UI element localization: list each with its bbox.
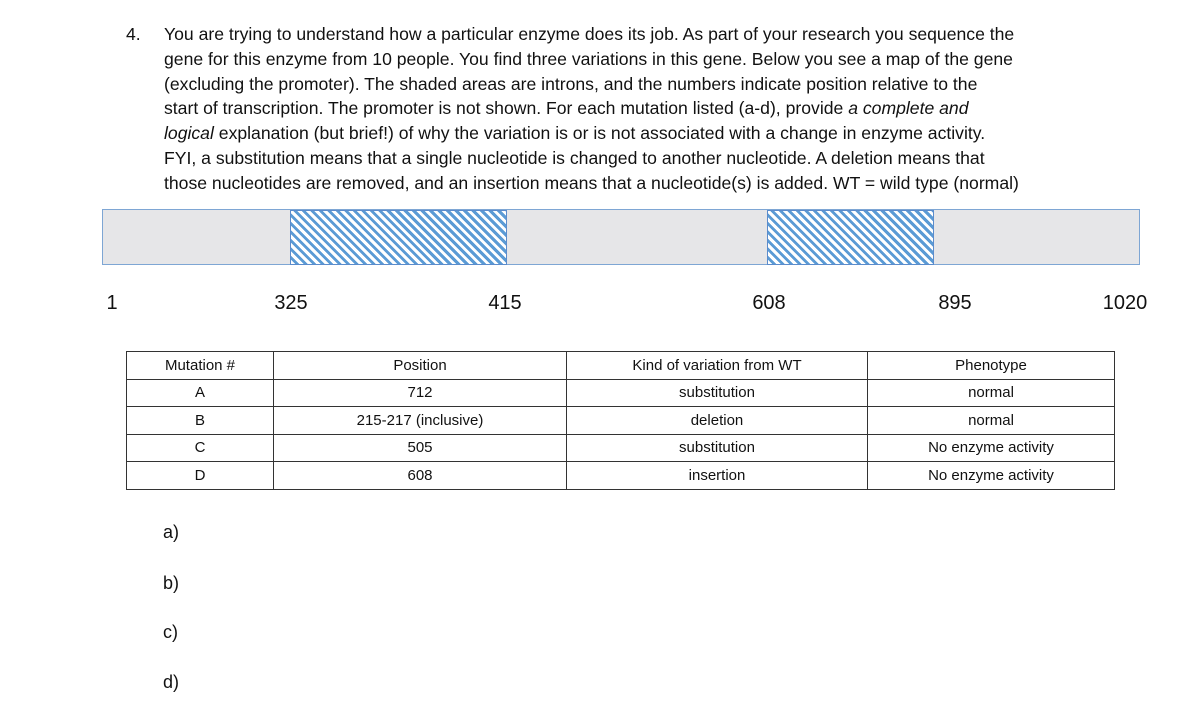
- answer-label-a: a): [163, 522, 180, 542]
- cell-mutation: A: [127, 379, 274, 407]
- position-label-415: 415: [488, 292, 522, 314]
- position-label-895: 895: [938, 292, 972, 314]
- cell-position: 712: [274, 379, 567, 407]
- question-line: gene for this enzyme from 10 people. You find three variations in this gene. Below you see a map of the gene: [164, 48, 1013, 69]
- cell-mutation: C: [127, 434, 274, 462]
- italic-phrase: logical: [164, 123, 214, 144]
- question-line: start of transcription. The promoter is not shown. For each mutation listed (a-d), provide a complete and: [164, 98, 969, 119]
- question-line: FYI, a substitution means that a single nucleotide is changed to another nucleotide. A deletion means that: [164, 147, 985, 168]
- intron-2: [767, 210, 934, 265]
- header-phenotype: Phenotype: [868, 352, 1115, 380]
- cell-mutation: D: [127, 462, 274, 490]
- position-label-325: 325: [274, 292, 308, 314]
- question-line: You are trying to understand how a particular enzyme does its job. As part of your research you sequence the: [164, 24, 1015, 44]
- cell-kind: substitution: [567, 434, 868, 462]
- cell-mutation: B: [127, 407, 274, 435]
- answer-label-b: b): [163, 573, 180, 593]
- cell-kind: insertion: [567, 462, 868, 490]
- table-row: [127, 407, 1115, 435]
- question-text: [164, 22, 1124, 196]
- italic-phrase: a complete and: [848, 98, 969, 119]
- position-label-start: 1: [106, 292, 118, 314]
- mutation-table: [126, 351, 1115, 490]
- table-header-row: [127, 352, 1115, 380]
- header-position: Position: [274, 352, 567, 380]
- header-mutation: Mutation #: [127, 352, 274, 380]
- cell-position: 215-217 (inclusive): [274, 407, 567, 435]
- question-line: logical explanation (but brief!) of why the variation is or is not associated with a change in enzyme activity.: [164, 123, 986, 144]
- question-line: those nucleotides are removed, and an insertion means that a nucleotide(s) is added. WT = wild type (normal): [164, 172, 1019, 193]
- table-row: [127, 462, 1115, 490]
- cell-phenotype: normal: [868, 407, 1115, 435]
- cell-kind: deletion: [567, 407, 868, 435]
- answer-label-d: d): [163, 672, 180, 692]
- cell-phenotype: No enzyme activity: [868, 434, 1115, 462]
- cell-position: 608: [274, 462, 567, 490]
- position-label-608: 608: [752, 292, 786, 314]
- answer-label-c: c): [163, 622, 178, 642]
- question-line: (excluding the promoter). The shaded areas are introns, and the numbers indicate position relative to the: [164, 73, 978, 94]
- table-row: [127, 434, 1115, 462]
- question-number: 4.: [126, 24, 141, 44]
- cell-phenotype: No enzyme activity: [868, 462, 1115, 490]
- cell-phenotype: normal: [868, 379, 1115, 407]
- cell-position: 505: [274, 434, 567, 462]
- table-row: [127, 379, 1115, 407]
- gene-map-bar: [102, 209, 1140, 265]
- cell-kind: substitution: [567, 379, 868, 407]
- header-kind: Kind of variation from WT: [567, 352, 868, 380]
- intron-1: [290, 210, 507, 265]
- position-label-end: 1020: [1102, 292, 1148, 314]
